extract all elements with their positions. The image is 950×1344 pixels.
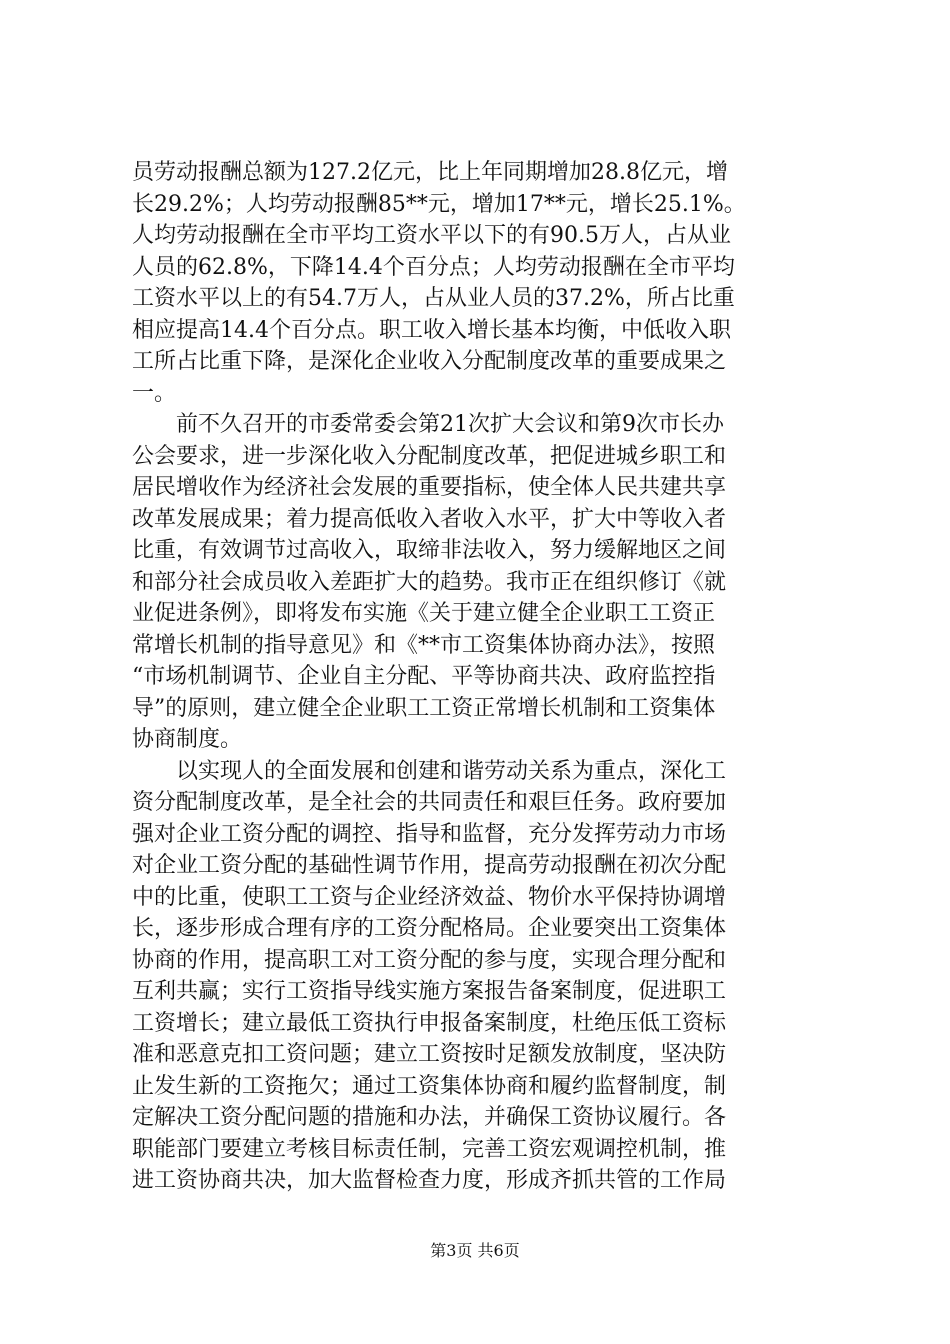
text-line: 进工资协商共决，加大监督检查力度，形成齐抓共管的工作局 [132, 1168, 727, 1193]
text-line: 职能部门要建立考核目标责任制，完善工资宏观调控机制，推 [132, 1136, 727, 1162]
page-footer [0, 1241, 950, 1261]
text-line: 一。 [132, 380, 177, 406]
document-body [132, 157, 818, 1197]
text-line: 工所占比重下降，是深化企业收入分配制度改革的重要成果之 [132, 349, 727, 374]
text-line: “市场机制调节、企业自主分配、平等协商共决、政府监控指 [132, 664, 716, 689]
text-line: 工资水平以上的有54.7万人，占从业人员的37.2%，所占比重 [132, 286, 735, 311]
text-line: 对企业工资分配的基础性调节作用，提高劳动报酬在初次分配 [132, 853, 727, 878]
text-line: 长29.2%；人均劳动报酬85**元，增加17**元，增长25.1%。 [132, 191, 746, 217]
text-line: 业促进条例》，即将发布实施《关于建立健全企业职工工资正 [132, 601, 716, 626]
text-line: 中的比重，使职工工资与企业经济效益、物价水平保持协调增 [132, 884, 727, 910]
text-line: 止发生新的工资拖欠；通过工资集体协商和履约监督制度，制 [132, 1073, 727, 1099]
text-line: 定解决工资分配问题的措施和办法，并确保工资协议履行。各 [132, 1105, 727, 1130]
text-line: 准和恶意克扣工资问题；建立工资按时足额发放制度，坚决防 [132, 1042, 727, 1067]
text-line: 相应提高14.4个百分点。职工收入增长基本均衡，中低收入职 [132, 317, 731, 343]
page-number: 第3页 共6页 [430, 1241, 520, 1260]
text-line: 人均劳动报酬在全市平均工资水平以下的有90.5万人，占从业 [132, 223, 731, 248]
text-line: 互利共赢；实行工资指导线实施方案报告备案制度，促进职工 [132, 979, 727, 1004]
text-line: 和部分社会成员收入差距扩大的趋势。我市正在组织修订《就 [132, 569, 727, 595]
text-line: 以实现人的全面发展和创建和谐劳动关系为重点，深化工 [132, 758, 727, 784]
text-line: 常增长机制的指导意见》和《**市工资集体协商办法》，按照 [132, 632, 716, 658]
text-line: 长，逐步形成合理有序的工资分配格局。企业要突出工资集体 [132, 916, 727, 941]
text-line: 导”的原则，建立健全企业职工工资正常增长机制和工资集体 [132, 695, 716, 721]
text-line: 协商制度。 [132, 727, 243, 752]
text-line: 居民增收作为经济社会发展的重要指标，使全体人民共建共享 [132, 475, 727, 500]
text-line: 协商的作用，提高职工对工资分配的参与度，实现合理分配和 [132, 947, 727, 973]
text-line: 人员的62.8%，下降14.4个百分点；人均劳动报酬在全市平均 [132, 254, 735, 280]
text-line: 公会要求，进一步深化收入分配制度改革，把促进城乡职工和 [132, 443, 727, 469]
text-line: 资分配制度改革，是全社会的共同责任和艰巨任务。政府要加 [132, 790, 727, 815]
text-line: 比重，有效调节过高收入，取缔非法收入，努力缓解地区之间 [132, 538, 727, 563]
text-line: 工资增长；建立最低工资执行申报备案制度，杜绝压低工资标 [132, 1010, 727, 1036]
text-line: 改革发展成果；着力提高低收入者收入水平，扩大中等收入者 [132, 506, 727, 532]
text-line: 强对企业工资分配的调控、指导和监督，充分发挥劳动力市场 [132, 821, 727, 847]
text-line: 员劳动报酬总额为127.2亿元，比上年同期增加28.8亿元，增 [132, 160, 728, 185]
text-line: 前不久召开的市委常委会第21次扩大会议和第9次市长办 [132, 412, 724, 437]
